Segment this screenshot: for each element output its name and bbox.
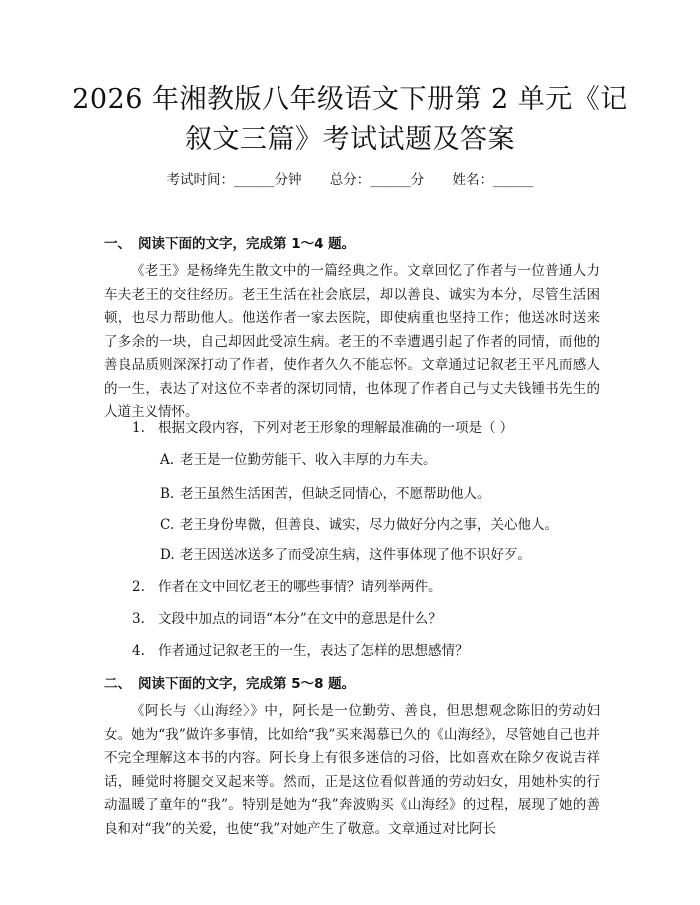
document-title — [60, 80, 640, 160]
question-3 — [132, 607, 442, 627]
section-1-passage: 《老王》是杨绛先生散文中的一篇经典之作。文章回忆了作者与一位普通人力车夫老王的交往经历。老王生活在社会底层，却以善良、诚实为本分，尽管生活困顿，也尽力帮助他人。他送作者一家去医院，即使病重也坚持工作；他送冰时送来了多余的一块，自己却因此受凉生病。老王的不幸遭遇引起了作者的同情，而他的善良品质则深深打动了作者，使作者久久不能忘怀。文章通过记叙老王平凡而感人的一生，表达了对这位不幸者的深切同情，也体现了作者自己与丈夫钱锺书先生的人道主义情怀。 — [104, 263, 600, 420]
question-number: 4. — [132, 643, 145, 659]
option-letter: A. — [160, 452, 175, 468]
question-number: 2. — [132, 579, 145, 595]
question-text: 作者通过记叙老王的一生，表达了怎样的思想感情？ — [158, 643, 469, 659]
option-text: 老王身份卑微，但善良、诚实，尽力做好分内之事，关心他人。 — [180, 517, 558, 533]
exam-time-field: 考试时间：______分钟 — [166, 172, 302, 188]
question-text: 根据文段内容，下列对老王形象的理解最准确的一项是（ ） — [158, 420, 514, 436]
section-2-heading-text: 阅读下面的文字，完成第 5～8 题。 — [138, 676, 356, 692]
option-text: 老王因送冰送多了而受凉生病，这件事体现了他不识好歹。 — [180, 547, 531, 563]
title-line-1: 2026 年湘教版八年级语文下册第 2 单元《记 — [72, 84, 628, 115]
section-1-number: 一、 — [104, 236, 131, 252]
section-2-heading — [104, 672, 355, 692]
total-score-field: 总分：______分 — [329, 172, 425, 188]
title-line-2: 叙文三篇》考试试题及答案 — [185, 124, 515, 155]
question-text: 作者在文中回忆老王的哪些事情？请列举两件。 — [158, 579, 442, 595]
question-4 — [132, 639, 469, 659]
option-letter: C. — [160, 517, 175, 533]
question-2 — [132, 575, 442, 595]
section-1-heading-text: 阅读下面的文字，完成第 1～4 题。 — [138, 236, 356, 252]
section-2-number: 二、 — [104, 676, 131, 692]
option-b — [160, 482, 491, 502]
option-letter: D. — [160, 547, 175, 563]
option-c — [160, 513, 558, 533]
option-letter: B. — [160, 486, 175, 502]
question-text: 文段中加点的词语“本分”在文中的意思是什么？ — [158, 611, 442, 627]
exam-info-line — [0, 168, 700, 188]
option-text: 老王是一位勤劳能干、收入丰厚的力车夫。 — [180, 452, 437, 468]
option-d — [160, 543, 531, 563]
option-text: 老王虽然生活困苦，但缺乏同情心，不愿帮助他人。 — [180, 486, 491, 502]
question-number: 3. — [132, 611, 145, 627]
student-name-field: 姓名：______ — [452, 172, 534, 188]
option-a — [160, 448, 437, 468]
question-1 — [132, 416, 513, 436]
section-1-heading — [104, 232, 355, 252]
section-2-passage: 《阿长与〈山海经〉》中，阿长是一位勤劳、善良，但思想观念陈旧的劳动妇女。她为“我”做许多事情，比如给“我”买来渴慕已久的《山海经》，尽管她自己也并不完全理解这本书的内容。阿长身上有很多迷信的习俗，比如喜欢在除夕夜说吉祥话，睡觉时将腿交叉起来等。然而，正是这位看似普通的劳动妇女，用她朴实的行动温暖了童年的“我”。特别是她为“我”奔波购买《山海经》的过程，展现了她的善良和对“我”的关爱，也使“我”对她产生了敬意。文章通过对比阿长 — [104, 703, 600, 837]
question-number: 1. — [132, 420, 145, 436]
